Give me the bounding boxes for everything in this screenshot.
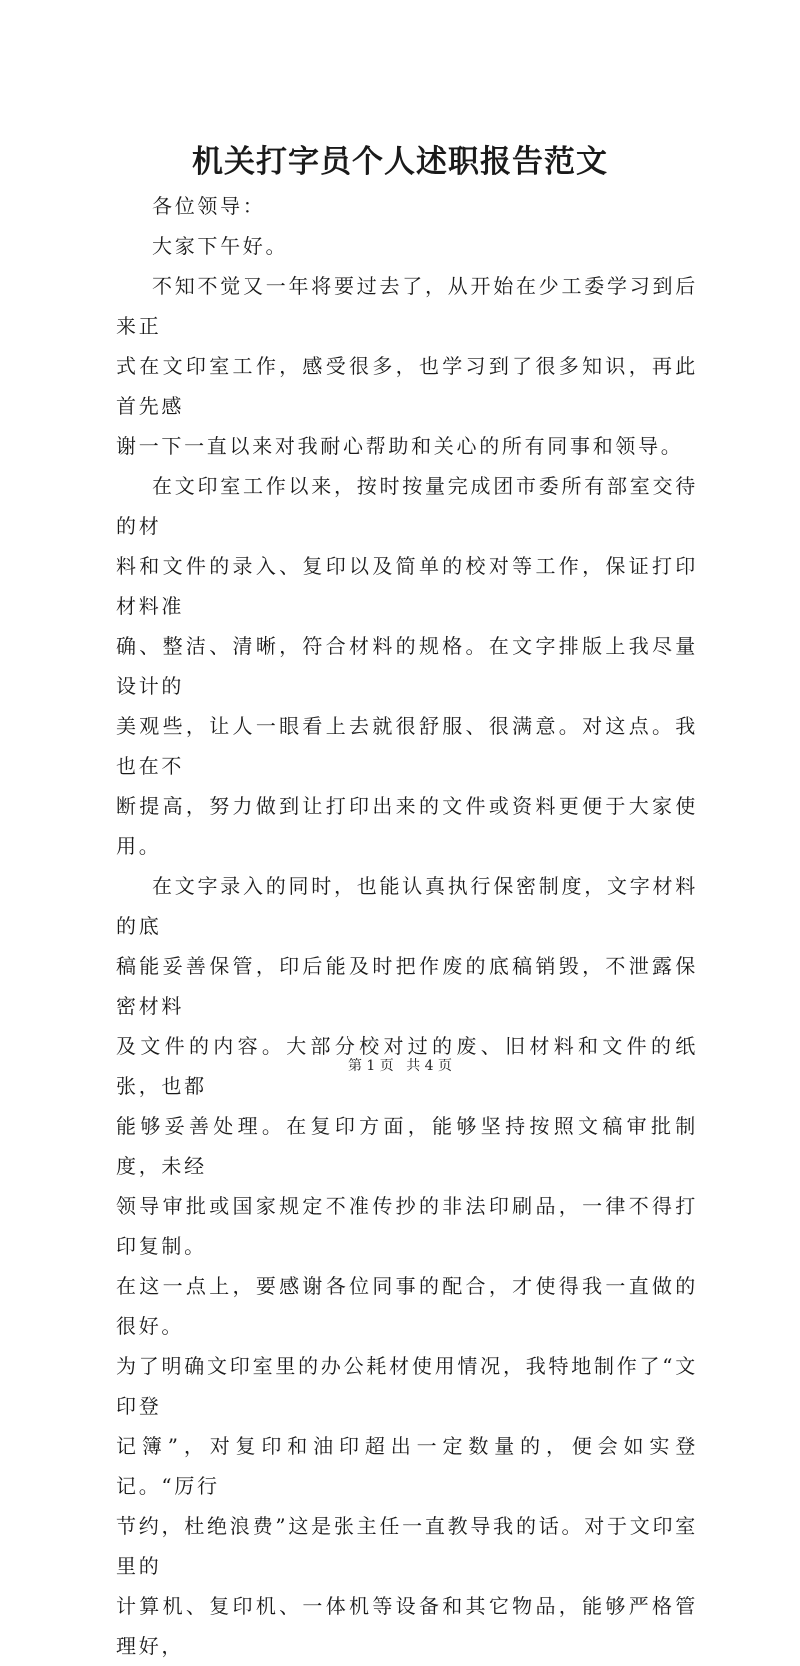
paragraph-confidentiality: 在文字录入的同时，也能认真执行保密制度，文字材料的底 稿能妥善保管，印后能及时把作废的底稿销毁，不泄露保密材料 及文件的内容。大部分校对过的废、旧材料和文件的纸张，也都 能够妥善处理。在复印方面，能够坚持按照文稿审批制度，未经 领导审批或国家规定不准传抄的非法印刷品，一律不得打印复制。 在这一点上，要感谢各位同事的配合，才使得我一直做的很好。 为了明确文印室里的办公耗材使用情况，我特地制作了“文印登 记簿”，对复印和油印超出一定数量的，便会如实登记。“厉行 节约，杜绝浪费”这是张主任一直教导我的话。对于文印室里的 计算机、复印机、一体机等设备和其它物品，能够严格管理好， — [116, 874, 698, 1658]
document-title: 机关打字员个人述职报告范文 — [192, 144, 608, 180]
paragraph-work: 在文印室工作以来，按时按量完成团市委所有部室交待的材 料和文件的录入、复印以及简单的校对等工作，保证打印材料准 确、整洁、清晰，符合材料的规格。在文字排版上我尽量设计的 美观些，让人一眼看上去就很舒服、很满意。对这点。我也在不 断提高，努力做到让打印出来的文件或资料更便于大家使用。 — [116, 474, 698, 858]
document-body — [116, 186, 698, 1666]
page-total: 共 4 页 — [406, 1058, 453, 1074]
greeting: 大家下午好。 — [152, 234, 289, 258]
page-number: 第 1 页 — [347, 1058, 394, 1074]
page-footer — [0, 1055, 800, 1075]
paragraph-intro: 不知不觉又一年将要过去了，从开始在少工委学习到后来正 式在文印室工作，感受很多，也学习到了很多知识，再此首先感 谢一下一直以来对我耐心帮助和关心的所有同事和领导。 — [116, 274, 698, 458]
salutation: 各位领导： — [152, 194, 266, 218]
